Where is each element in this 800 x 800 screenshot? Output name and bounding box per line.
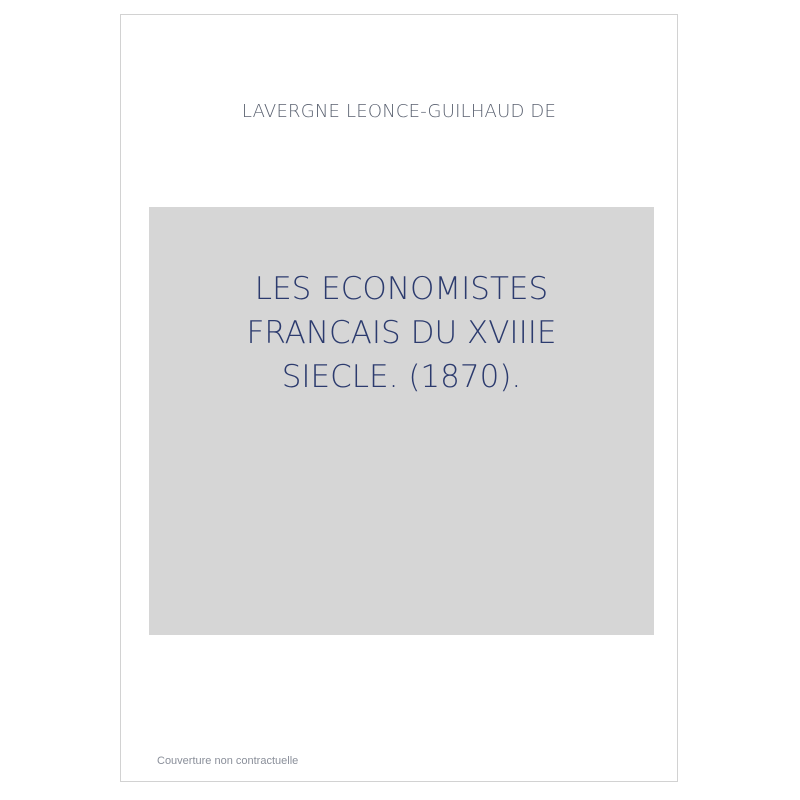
title-panel (149, 207, 654, 635)
book-title (149, 267, 654, 399)
author-name: LAVERGNE LEONCE-GUILHAUD DE (241, 101, 557, 122)
title-line-1: LES ECONOMISTES (254, 271, 549, 307)
book-cover (120, 14, 678, 782)
title-line-2: FRANCAIS DU XVIIIE (246, 315, 557, 351)
cover-disclaimer: Couverture non contractuelle (157, 755, 299, 767)
title-line-3: SIECLE. (1870). (281, 359, 522, 395)
